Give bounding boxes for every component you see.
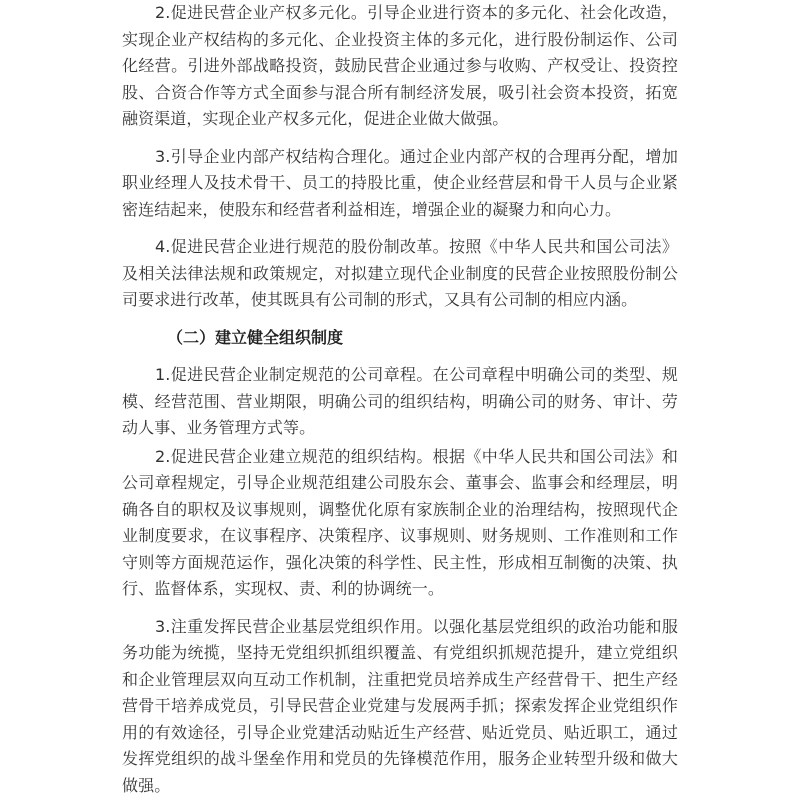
spacer: [122, 351, 678, 362]
paragraph-organization-structure: 2.促进民营企业建立规范的组织结构。根据《中华人民共和国公司法》和公司章程规定，引导企业规范组建公司股东会、董事会、监事会和经理层，明确各自的职权及议事规则，调整优化原有家族制企业的治理结构，按照现代企业制度要求，在议事程序、决策程序、议事规则、财务规则、工作准则和工作守则等方面规范运作，强化决策的科学性、民主性，形成相互制衡的决策、执行、监督体系，实现权、责、利的协调统一。: [122, 444, 678, 603]
section-heading: （二）建立健全组织制度: [122, 325, 678, 352]
paragraph-party-organization: 3.注重发挥民营企业基层党组织作用。以强化基层党组织的政治功能和服务功能为统揽，坚持无党组织抓组织覆盖、有党组织抓规范提升，建立党组织和企业管理层双向互动工作机制，注重把党员培养成生产经营骨干、把生产经营骨干培养成党员，引导民营企业党建与发展两手抓；探索发挥企业党组织作用的有效途径，引导企业党建活动贴近生产经营、贴近党员、贴近职工，通过发挥党组织的战斗堡垒作用和党员的先锋模范作用，服务企业转型升级和做大做强。: [122, 614, 678, 799]
paragraph-diversify-ownership: 2.促进民营企业产权多元化。引导企业进行资本的多元化、社会化改造，实现企业产权结构的多元化、企业投资主体的多元化，进行股份制运作、公司化经营。引进外部战略投资，鼓励民营企业通过参与收购、产权受让、投资控股、合资合作等方式全面参与混合所有制经济发展，吸引社会资本投资，拓宽融资渠道，实现企业产权多元化，促进企业做大做强。: [122, 0, 678, 133]
spacer: [122, 223, 678, 234]
spacer: [122, 603, 678, 614]
paragraph-shareholding-reform: 4.促进民营企业进行规范的股份制改革。按照《中华人民共和国公司法》及相关法律法规和政策规定，对拟建立现代企业制度的民营企业按照股份制公司要求进行改革，使其既具有公司制的形式，又具有公司制的相应内涵。: [122, 234, 678, 314]
document-body: [122, 0, 678, 799]
paragraph-company-charter: 1.促进民营企业制定规范的公司章程。在公司章程中明确公司的类型、规模、经营范围、营业期限，明确公司的组织结构，明确公司的财务、审计、劳动人事、业务管理方式等。: [122, 362, 678, 442]
paragraph-internal-ownership: 3.引导企业内部产权结构合理化。通过企业内部产权的合理再分配，增加职业经理人及技术骨干、员工的持股比重，使企业经营层和骨干人员与企业紧密连结起来，使股东和经营者利益相连，增强企业的凝聚力和向心力。: [122, 144, 678, 224]
spacer: [122, 133, 678, 144]
spacer: [122, 314, 678, 325]
